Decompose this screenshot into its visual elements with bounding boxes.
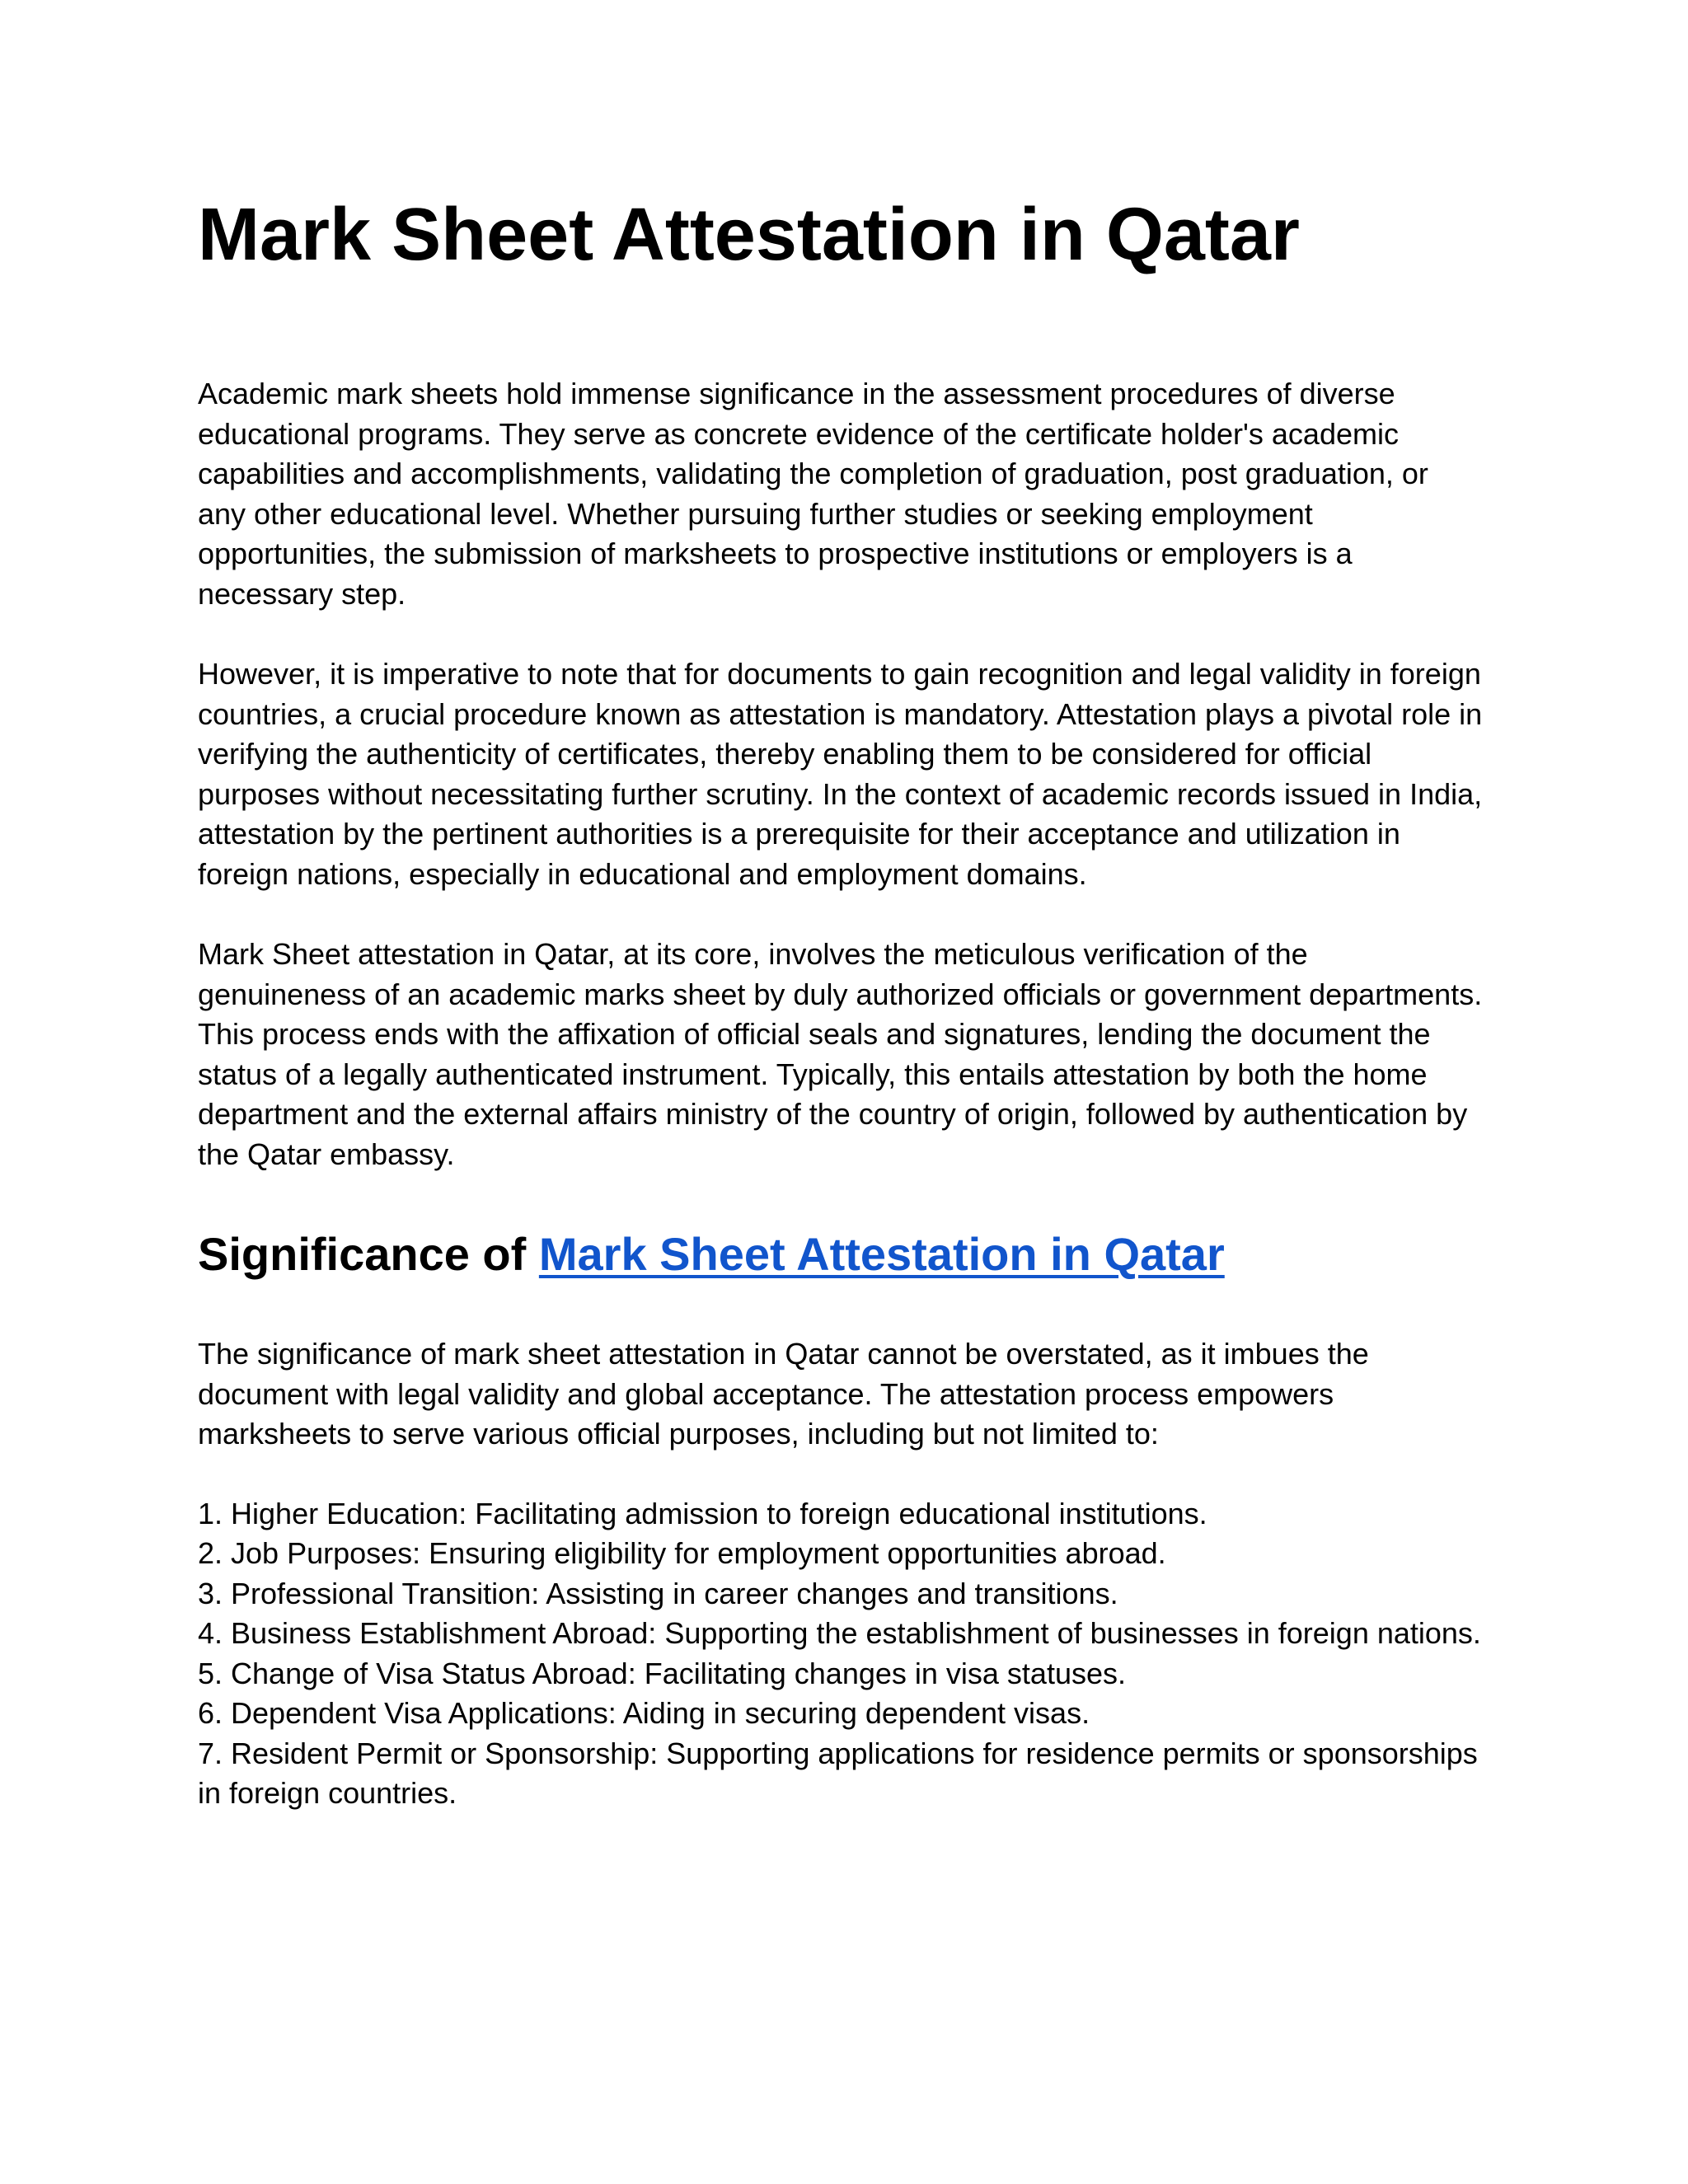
list-item: 5. Change of Visa Status Abroad: Facilitating changes in visa statuses. — [198, 1656, 1127, 1690]
list-item: 4. Business Establishment Abroad: Supporting the establishment of businesses in foreign nations. — [198, 1616, 1481, 1650]
section-heading — [198, 1226, 1484, 1283]
list-item: 6. Dependent Visa Applications: Aiding in securing dependent visas. — [198, 1696, 1090, 1730]
intro-paragraph: However, it is imperative to note that for documents to gain recognition and legal validity in foreign countries, a crucial procedure known as attestation is mandatory. Attestation plays a pivotal role in verifying the authenticity of certificates, thereby enabling them to be considered for official purposes without necessitating further scrutiny. In the context of academic records issued in India, attestation by the pertinent authorities is a prerequisite for their acceptance and utilization in foreign nations, especially in educational and employment domains. — [198, 657, 1483, 891]
list-item: 3. Professional Transition: Assisting in career changes and transitions. — [198, 1576, 1118, 1610]
significance-paragraph: The significance of mark sheet attestation in Qatar cannot be overstated, as it imbues the document with legal validity and global acceptance. The attestation process empowers marksheets to serve various official purposes, including but not limited to: — [198, 1337, 1369, 1451]
purpose-list — [198, 1494, 1484, 1814]
section-heading-link[interactable]: Mark Sheet Attestation in Qatar — [538, 1228, 1225, 1280]
document-page — [198, 190, 1484, 1814]
page-title: Mark Sheet Attestation in Qatar — [198, 194, 1300, 276]
intro-paragraph: Mark Sheet attestation in Qatar, at its core, involves the meticulous verification of the genuineness of an academic marks sheet by duly authorized officials or government departments. This process ends with the affixation of official seals and signatures, lending the document the status of a legally authenticated instrument. Typically, this entails attestation by both the home department and the external affairs ministry of the country of origin, followed by authentication by the Qatar embassy. — [198, 937, 1483, 1171]
list-item: 1. Higher Education: Facilitating admission to foreign educational institutions. — [198, 1496, 1207, 1530]
section-heading-prefix: Significance of — [198, 1228, 539, 1280]
intro-paragraph: Academic mark sheets hold immense significance in the assessment procedures of diverse educational programs. They serve as concrete evidence of the certificate holder's academic capabilities and accomplishments, validating the completion of graduation, post graduation, or any other educational level. Whether pursuing further studies or seeking employment opportunities, the submission of marksheets to prospective institutions or employers is a necessary step. — [198, 377, 1428, 611]
list-item: 2. Job Purposes: Ensuring eligibility for employment opportunities abroad. — [198, 1536, 1166, 1570]
list-item: 7. Resident Permit or Sponsorship: Supporting applications for residence permits or sponsorships in foreign countries. — [198, 1736, 1478, 1810]
